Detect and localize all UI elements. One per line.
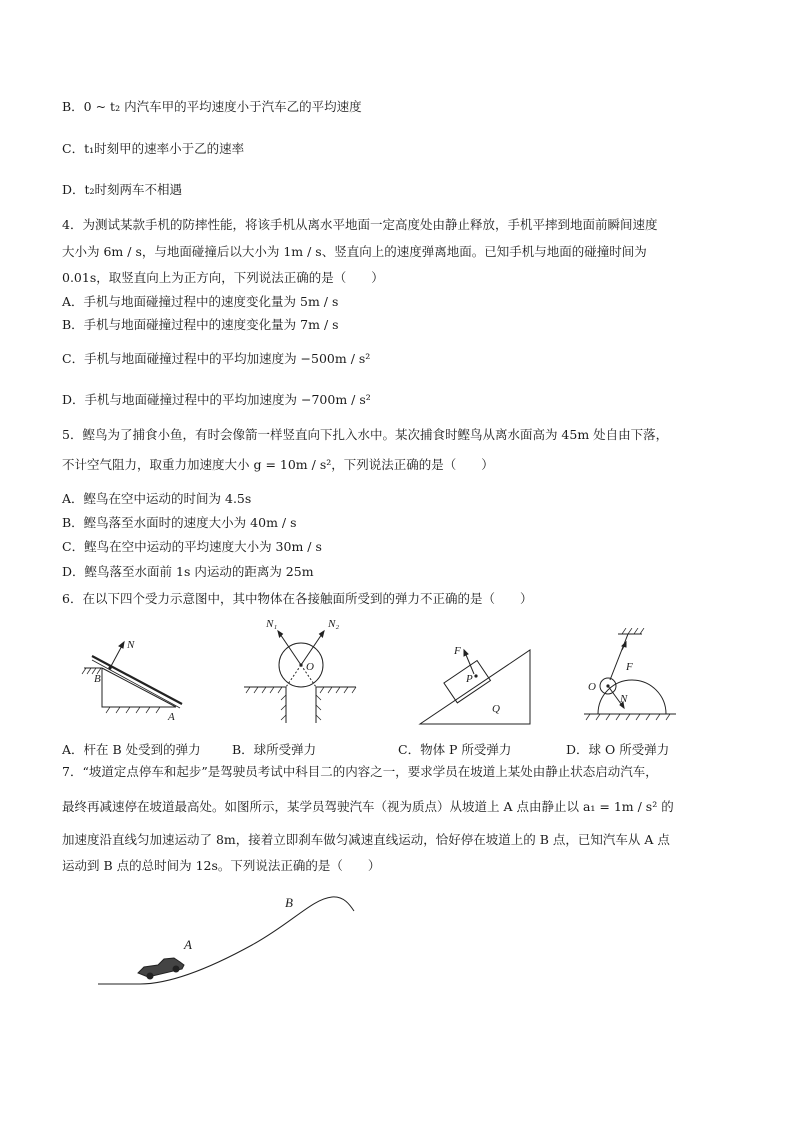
q7-stem-line1: 7．“坡道定点停车和起步”是驾驶员考试中科目二的内容之一，要求学员在坡道上某处由静止状态启动汽车， (62, 764, 658, 779)
fig-d-label-f: F (626, 661, 633, 673)
q7-stem-line4: 运动到 B 点的总时间为 12s。下列说法正确的是（ ） (62, 858, 381, 873)
q6-figure-b (240, 615, 360, 725)
q7-fig-label-b: B (285, 895, 293, 910)
fig-c-label-f: F (454, 645, 461, 657)
q6-caption-a: A．杆在 B 处受到的弹力 (62, 742, 201, 757)
q4-stem-line1: 4．为测试某款手机的防摔性能，将该手机从离水平地面一定高度处由静止释放，手机平摔到地面前瞬间速度 (62, 217, 658, 232)
q5-option-b: B．鲣鸟落至水面时的速度大小为 40m / s (62, 515, 297, 530)
q6-caption-d: D．球 O 所受弹力 (566, 742, 670, 757)
q6-caption-b: B．球所受弹力 (232, 742, 317, 757)
q6-figure-a (80, 628, 190, 723)
q5-option-d: D．鲣鸟落至水面前 1s 内运动的距离为 25m (62, 564, 314, 579)
q4-option-c: C．手机与地面碰撞过程中的平均加速度为 −500m / s² (62, 351, 371, 366)
q3-option-c: C．t₁时刻甲的速率小于乙的速率 (62, 141, 245, 156)
q6-figure-c (412, 630, 536, 728)
q3-option-d: D．t₂时刻两车不相遇 (62, 182, 183, 197)
q3-option-b: B．0 ~ t₂ 内汽车甲的平均速度小于汽车乙的平均速度 (62, 99, 362, 114)
q4-stem-line3: 0.01s，取竖直向上为正方向，下列说法正确的是（ ） (62, 270, 384, 285)
fig-b-label-o: O (306, 661, 314, 673)
q4-option-b: B．手机与地面碰撞过程中的速度变化量为 7m / s (62, 317, 339, 332)
fig-d-label-o: O (588, 681, 596, 693)
q4-stem-line2: 大小为 6m / s，与地面碰撞后以大小为 1m / s、竖直向上的速度弹离地面。已知手机与地面的碰撞时间为 (62, 244, 647, 259)
fig-d-label-n: N (620, 693, 628, 705)
fig-a-label-n: N (127, 639, 135, 651)
fig-a-label-b: B (94, 673, 101, 685)
q5-stem-line1: 5．鲣鸟为了捕食小鱼，有时会像箭一样竖直向下扎入水中。某次捕食时鲣鸟从离水面高为 45m 处自由下落， (62, 427, 669, 442)
fig-b-label-n1: N₁ (266, 618, 278, 630)
q6-stem: 6．在以下四个受力示意图中，其中物体在各接触面所受到的弹力不正确的是（ ） (62, 591, 533, 606)
fig-c-label-q: Q (492, 703, 500, 715)
q7-stem-line3: 加速度沿直线匀加速运动了 8m，接着立即刹车做匀减速直线运动，恰好停在坡道上的 B 点，已知汽车从 A 点 (62, 832, 670, 847)
fig-b-label-n2: N₂ (328, 618, 340, 630)
q4-option-a: A．手机与地面碰撞过程中的速度变化量为 5m / s (62, 294, 339, 309)
q7-stem-line2: 最终再减速停在坡道最高处。如图所示，某学员驾驶汽车（视为质点）从坡道上 A 点由静止以 a₁ = 1m / s² 的 (62, 799, 674, 814)
fig-a-label-a: A (168, 711, 175, 723)
q7-figure (92, 885, 362, 995)
fig-c-label-p: P (466, 673, 473, 685)
q5-option-c: C．鲣鸟在空中运动的平均速度大小为 30m / s (62, 539, 322, 554)
q5-stem-line2: 不计空气阻力，取重力加速度大小 g = 10m / s²，下列说法正确的是（ ） (62, 457, 494, 472)
q4-option-d: D．手机与地面碰撞过程中的平均加速度为 −700m / s² (62, 392, 371, 407)
q6-figure-d (580, 628, 680, 726)
q5-option-a: A．鲣鸟在空中运动的时间为 4.5s (62, 491, 252, 506)
q6-caption-c: C．物体 P 所受弹力 (398, 742, 512, 757)
q7-fig-label-a: A (184, 937, 192, 952)
